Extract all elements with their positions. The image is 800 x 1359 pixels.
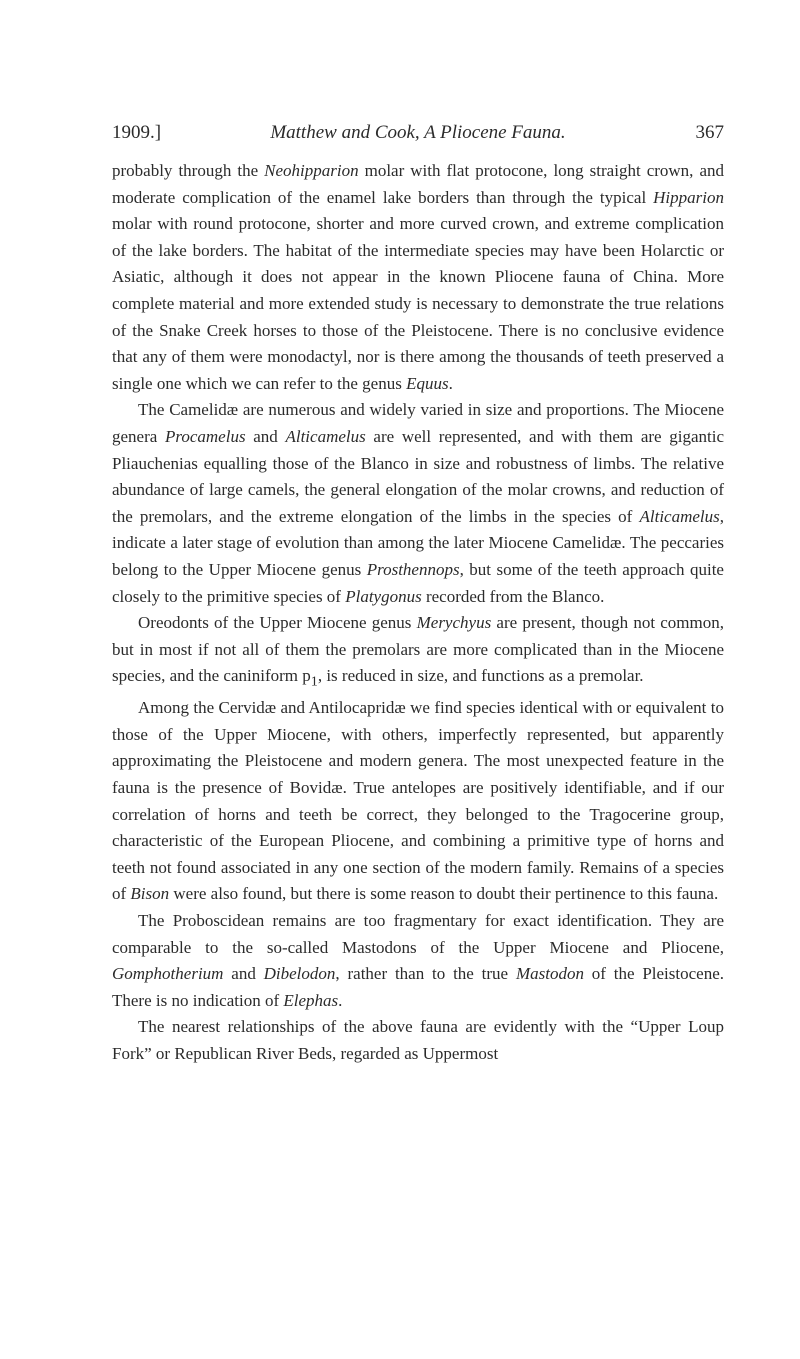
paragraph: The Camelidæ are numerous and widely varied in size and proportions. The Miocene genera Procamelus and Alticamelus are well represented, and with them are gigantic Pliauchenias equalling those of the Blanco in size and robustness of limbs. The relative abundance of large camels, the general elongation of the molar crowns, and reduction of the premolars, and the extreme elongation of the limbs in the species of Alticamelus, indicate a later stage of evolution than among the later Miocene Camelidæ. The peccaries belong to the Upper Miocene genus Prosthennops, but some of the teeth approach quite closely to the primitive species of Platygonus recorded from the Blanco. <box>112 400 725 606</box>
running-title: Matthew and Cook, A Pliocene Fauna. <box>270 122 566 143</box>
page-number: 367 <box>695 122 724 143</box>
running-head <box>112 118 724 148</box>
volume-year: 1909.] <box>112 122 162 143</box>
paragraph: The nearest relationships of the above fauna are evidently with the “Upper Loup Fork” or Republican River Beds, regarded as Uppermost <box>112 1017 724 1063</box>
paragraph: probably through the Neohipparion molar with flat protocone, long straight crown, and moderate complication of the enamel lake borders than through the typical Hipparion molar with round protocone, shorter and more curved crown, and extreme complication of the lake borders. The habitat of the intermediate species may have been Holarctic or Asiatic, although it does not appear in the known Pliocene fauna of China. More complete material and more extended study is necessary to demonstrate the true relations of the Snake Creek horses to those of the Pleistocene. There is no conclusive evidence that any of them were monodactyl, nor is there among the thousands of teeth preserved a single one which we can refer to the genus Equus. <box>112 161 724 393</box>
body-text <box>112 158 724 1068</box>
paragraph: Among the Cervidæ and Antilocapridæ we find species identical with or equivalent to those of the Upper Miocene, with others, imperfectly represented, but apparently approximating the Pleistocene and modern genera. The most unexpected feature in the fauna is the presence of Bovidæ. True antelopes are positively identifiable, and if our correlation of horns and teeth be correct, they belonged to the Tragocerine group, characteristic of the European Pliocene, and combining a primitive type of horns and teeth not found associated in any one section of the modern family. Remains of a species of Bison were also found, but there is some reason to doubt their pertinence to this fauna. <box>112 698 724 904</box>
paragraph: Oreodonts of the Upper Miocene genus Merychyus are present, though not common, but in most if not all of them the premolars are more complicated than in the Miocene species, and the caniniform $p_1$, is reduced in size, and functions as a premolar. <box>112 613 724 690</box>
page <box>112 118 724 1068</box>
paragraph: The Proboscidean remains are too fragmentary for exact identification. They are comparable to the so-called Mastodons of the Upper Miocene and Pliocene, Gomphotherium and Dibelodon, rather than to the true Mastodon of the Pleistocene. There is no indication of Elephas. <box>112 911 725 1010</box>
